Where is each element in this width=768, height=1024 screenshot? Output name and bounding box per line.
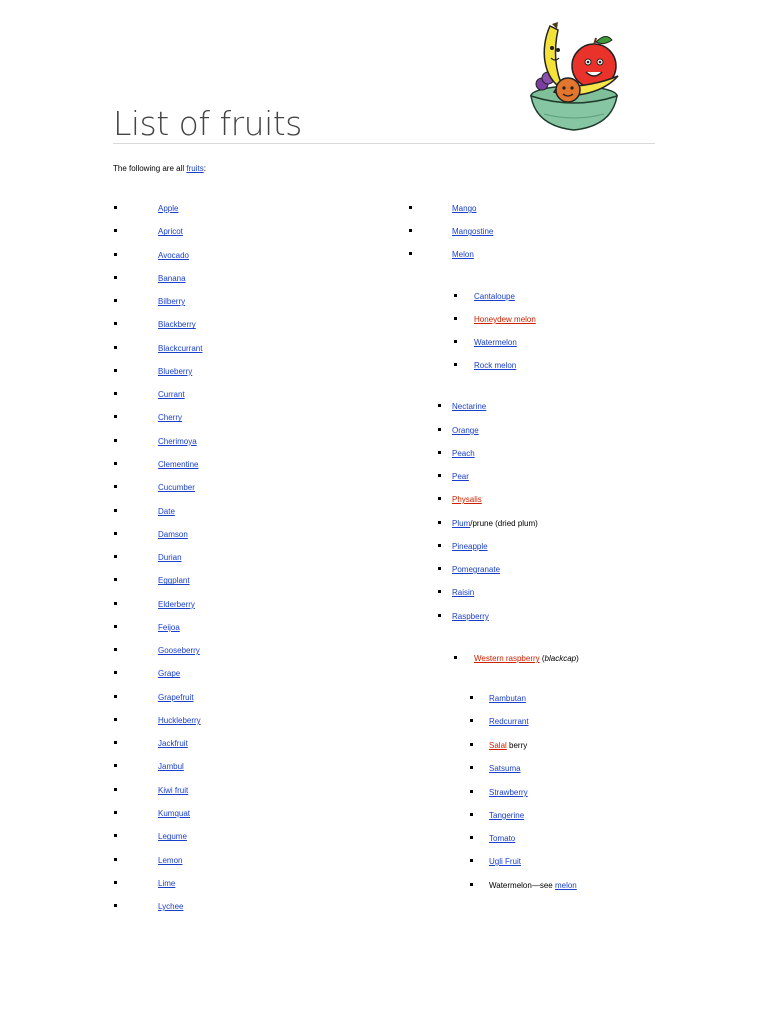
- list-bullet: [438, 521, 441, 524]
- list-bullet: [470, 836, 473, 839]
- list-item: [452, 588, 474, 598]
- title-divider: [113, 143, 655, 144]
- list-item: [158, 460, 198, 470]
- list-item: [158, 367, 192, 377]
- list-item: [158, 809, 190, 819]
- list-bullet: [114, 276, 117, 279]
- list-bullet: [454, 363, 457, 366]
- list-item: [452, 519, 538, 529]
- list-item: [452, 426, 479, 436]
- fruit-link-raspberry[interactable]: Raspberry: [452, 612, 489, 621]
- list-item: [158, 623, 180, 633]
- item-prefix: Watermelon—see: [489, 881, 555, 890]
- fruits-link[interactable]: fruits: [186, 164, 204, 173]
- fruit-link-redcurrant[interactable]: Redcurrant: [489, 717, 529, 726]
- list-bullet: [114, 253, 117, 256]
- fruit-link-plum[interactable]: Plum: [452, 519, 471, 528]
- fruit-link-tangerine[interactable]: Tangerine: [489, 811, 525, 820]
- fruit-link-tomato[interactable]: Tomato: [489, 834, 516, 843]
- fruit-link-rock-melon[interactable]: Rock melon: [474, 361, 517, 370]
- list-bullet: [454, 656, 457, 659]
- fruit-link-huckleberry[interactable]: Huckleberry: [158, 715, 201, 725]
- list-bullet: [114, 299, 117, 302]
- fruit-link-clementine[interactable]: Clementine: [158, 459, 199, 469]
- list-item: [158, 786, 188, 796]
- list-bullet: [114, 509, 117, 512]
- fruit-link-mangostine[interactable]: Mangostine: [452, 227, 494, 236]
- list-bullet: [470, 883, 473, 886]
- list-item: [452, 250, 474, 260]
- fruit-link-legume[interactable]: Legume: [158, 832, 187, 842]
- list-item: [158, 576, 190, 586]
- list-bullet: [114, 741, 117, 744]
- list-item: [452, 472, 469, 482]
- list-item: [158, 297, 185, 307]
- fruit-link-jambul[interactable]: Jambul: [158, 762, 184, 772]
- fruit-link-cantaloupe[interactable]: Cantaloupe: [474, 292, 515, 301]
- fruit-link-raisin[interactable]: Raisin: [452, 588, 475, 597]
- fruit-link-cucumber[interactable]: Cucumber: [158, 483, 195, 493]
- list-item: [489, 881, 577, 891]
- list-bullet: [114, 462, 117, 465]
- intro-suffix: :: [203, 164, 206, 173]
- fruit-link-melon[interactable]: melon: [554, 881, 577, 890]
- fruit-link-ugli-fruit[interactable]: Ugli Fruit: [489, 857, 522, 866]
- list-bullet: [438, 474, 441, 477]
- list-bullet: [438, 544, 441, 547]
- fruit-link-strawberry[interactable]: Strawberry: [489, 788, 528, 797]
- list-item: [452, 542, 488, 552]
- list-item: [158, 856, 182, 866]
- list-bullet: [114, 904, 117, 907]
- fruit-link-date[interactable]: Date: [158, 506, 175, 516]
- fruit-link-grape[interactable]: Grape: [158, 669, 181, 679]
- list-item: [452, 495, 482, 505]
- list-bullet: [470, 790, 473, 793]
- fruit-link-kumquat[interactable]: Kumquat: [158, 809, 191, 819]
- list-bullet: [114, 439, 117, 442]
- fruit-link-cherimoya[interactable]: Cherimoya: [158, 436, 197, 446]
- list-item: [489, 717, 529, 727]
- list-bullet: [114, 392, 117, 395]
- fruit-link-watermelon[interactable]: Watermelon: [474, 338, 517, 347]
- fruit-link-pomegranate[interactable]: Pomegranate: [452, 565, 501, 574]
- list-bullet: [114, 485, 117, 488]
- fruit-link-banana[interactable]: Banana: [158, 273, 186, 283]
- list-item: [489, 764, 521, 774]
- list-item: [158, 879, 175, 889]
- item-note-end: ): [576, 654, 579, 663]
- list-bullet: [409, 229, 412, 232]
- fruit-link-lime[interactable]: Lime: [158, 878, 176, 888]
- fruit-link-lemon[interactable]: Lemon: [158, 855, 183, 865]
- list-item: [158, 646, 200, 656]
- list-item: [158, 437, 197, 447]
- list-bullet: [438, 567, 441, 570]
- list-item: [474, 361, 516, 371]
- list-bullet: [114, 578, 117, 581]
- item-note-italic: blackcap: [544, 654, 577, 663]
- list-bullet: [409, 252, 412, 255]
- list-bullet: [114, 648, 117, 651]
- list-bullet: [114, 369, 117, 372]
- list-item: [158, 483, 195, 493]
- list-item: [158, 251, 189, 261]
- list-item: [489, 741, 527, 751]
- list-item: [474, 315, 536, 325]
- list-bullet: [470, 743, 473, 746]
- list-bullet: [114, 322, 117, 325]
- fruit-link-honeydew-melon[interactable]: Honeydew melon: [474, 315, 536, 324]
- fruit-link-apple[interactable]: Apple: [158, 204, 179, 213]
- fruit-link-western-raspberry[interactable]: Western raspberry: [474, 654, 540, 663]
- fruit-link-satsuma[interactable]: Satsuma: [489, 764, 521, 773]
- fruit-link-feijoa[interactable]: Feijoa: [158, 622, 180, 632]
- list-item: [158, 902, 184, 912]
- list-bullet: [114, 602, 117, 605]
- page-title: List of fruits: [113, 104, 302, 143]
- fruit-link-kiwi-fruit[interactable]: Kiwi fruit: [158, 785, 189, 795]
- list-bullet: [114, 811, 117, 814]
- list-item: [158, 762, 184, 772]
- list-item: [489, 694, 526, 704]
- list-item: [158, 716, 201, 726]
- list-bullet: [470, 813, 473, 816]
- list-bullet: [114, 415, 117, 418]
- list-item: [452, 565, 500, 575]
- item-note: (: [539, 654, 545, 663]
- fruit-link-blackberry[interactable]: Blackberry: [158, 320, 196, 330]
- fruit-link-apricot[interactable]: Apricot: [158, 227, 183, 237]
- fruit-link-durian[interactable]: Durian: [158, 553, 182, 563]
- fruit-link-rambutan[interactable]: Rambutan: [489, 694, 526, 703]
- fruit-link-grapefruit[interactable]: Grapefruit: [158, 692, 194, 702]
- list-bullet: [454, 340, 457, 343]
- list-bullet: [438, 614, 441, 617]
- list-item: [452, 204, 476, 214]
- list-bullet: [114, 532, 117, 535]
- fruit-link-physalis[interactable]: Physalis: [452, 495, 482, 504]
- fruit-link-nectarine[interactable]: Nectarine: [452, 402, 487, 411]
- fruit-link-gooseberry[interactable]: Gooseberry: [158, 646, 200, 656]
- list-item: [158, 600, 195, 610]
- list-bullet: [114, 346, 117, 349]
- list-item: [158, 390, 185, 400]
- list-item: [158, 274, 186, 284]
- list-item: [489, 788, 528, 798]
- list-bullet: [114, 834, 117, 837]
- list-item: [489, 834, 515, 844]
- list-bullet: [114, 695, 117, 698]
- list-bullet: [470, 859, 473, 862]
- fruit-link-blueberry[interactable]: Blueberry: [158, 366, 193, 376]
- fruit-link-currant[interactable]: Currant: [158, 390, 185, 400]
- fruit-link-orange[interactable]: Orange: [452, 426, 479, 435]
- list-item: [452, 612, 489, 622]
- intro-text: [113, 164, 206, 174]
- list-item: [158, 344, 202, 354]
- fruit-link-lychee[interactable]: Lychee: [158, 902, 184, 912]
- list-bullet: [114, 718, 117, 721]
- list-bullet: [438, 451, 441, 454]
- list-bullet: [114, 764, 117, 767]
- list-bullet: [470, 696, 473, 699]
- fruit-link-cherry[interactable]: Cherry: [158, 413, 183, 423]
- intro-lead: The following are all: [113, 164, 187, 173]
- list-bullet: [114, 206, 117, 209]
- list-bullet: [438, 404, 441, 407]
- list-item: [452, 449, 475, 459]
- list-item: [158, 553, 182, 563]
- list-bullet: [438, 428, 441, 431]
- list-item: [474, 292, 515, 302]
- list-item: [158, 227, 183, 237]
- list-item: [489, 811, 524, 821]
- fruit-link-bilberry[interactable]: Bilberry: [158, 297, 186, 307]
- fruit-link-jackfruit[interactable]: Jackfruit: [158, 739, 188, 749]
- list-item: [158, 693, 194, 703]
- list-bullet: [114, 881, 117, 884]
- list-item: [489, 857, 521, 867]
- list-item: [158, 669, 180, 679]
- fruit-bowl-icon: [524, 18, 624, 134]
- fruit-link-mango[interactable]: Mango: [452, 204, 477, 213]
- fruit-link-pear[interactable]: Pear: [452, 472, 469, 481]
- list-bullet: [438, 590, 441, 593]
- item-note: berry: [506, 741, 528, 750]
- fruit-link-avocado[interactable]: Avocado: [158, 250, 189, 260]
- list-item: [158, 739, 188, 749]
- list-bullet: [470, 766, 473, 769]
- list-item: [158, 320, 196, 330]
- fruit-link-peach[interactable]: Peach: [452, 449, 475, 458]
- list-item: [474, 338, 517, 348]
- fruit-link-blackcurrant[interactable]: Blackcurrant: [158, 343, 203, 353]
- list-bullet: [114, 788, 117, 791]
- list-item: [158, 832, 187, 842]
- list-item: [452, 227, 493, 237]
- list-bullet: [470, 719, 473, 722]
- list-bullet: [454, 294, 457, 297]
- list-bullet: [409, 206, 412, 209]
- list-bullet: [454, 317, 457, 320]
- fruit-link-pineapple[interactable]: Pineapple: [452, 542, 488, 551]
- list-item: [158, 204, 178, 214]
- list-item: [158, 413, 182, 423]
- list-item: [452, 402, 486, 412]
- fruit-link-eggplant[interactable]: Eggplant: [158, 576, 190, 586]
- list-bullet: [438, 497, 441, 500]
- fruit-link-damson[interactable]: Damson: [158, 529, 188, 539]
- list-bullet: [114, 229, 117, 232]
- list-item: [158, 507, 175, 517]
- fruit-link-salal[interactable]: Salal: [489, 741, 507, 750]
- fruit-link-melon[interactable]: Melon: [452, 250, 474, 259]
- list-bullet: [114, 625, 117, 628]
- fruit-link-elderberry[interactable]: Elderberry: [158, 599, 195, 609]
- list-bullet: [114, 858, 117, 861]
- list-bullet: [114, 671, 117, 674]
- list-bullet: [114, 555, 117, 558]
- item-note: /prune (dried plum): [470, 519, 538, 528]
- list-item: [158, 530, 188, 540]
- list-item: [474, 654, 579, 664]
